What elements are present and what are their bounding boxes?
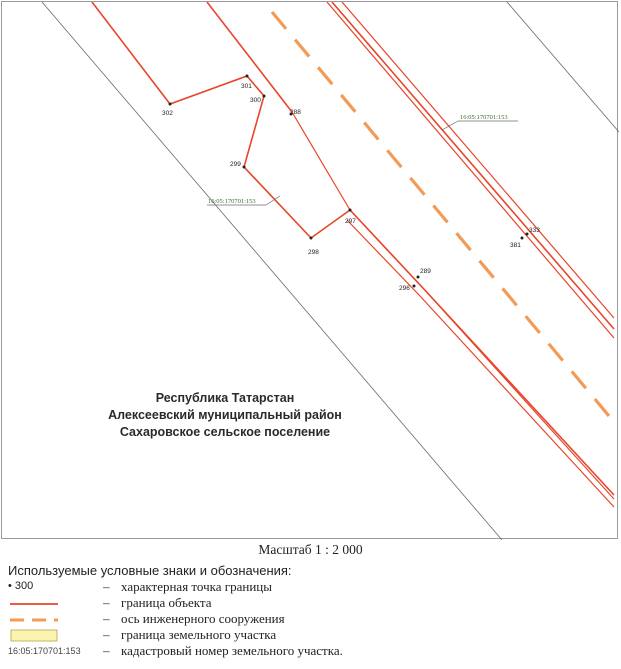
object-boundary-right-3 — [327, 2, 614, 338]
cadastral-label-lower: 16:05:170701:153 — [208, 198, 256, 205]
legend-symbol-cadastral: 16:05:170701:153 — [8, 646, 81, 656]
map-canvas — [2, 2, 619, 540]
legend-row-axis — [8, 611, 608, 627]
point-marker — [417, 276, 420, 279]
cadastral-label-upper: 16:05:170701:153 — [460, 114, 508, 121]
point-label-289: 289 — [420, 268, 431, 275]
legend-dash: – — [103, 627, 110, 642]
legend-text-object-boundary: граница объекта — [121, 595, 212, 610]
legend-title: Используемые условные знаки и обозначения: — [8, 563, 292, 578]
legend-text-point: характерная точка границы — [121, 579, 272, 594]
region-line-district: Алексеевский муниципальный район — [108, 408, 342, 422]
point-label-298: 298 — [308, 249, 319, 256]
point-marker — [246, 75, 249, 78]
point-marker — [310, 237, 313, 240]
legend-text-cadastral: кадастровый номер земельного участка. — [121, 643, 343, 658]
legend-row-cadastral — [8, 643, 608, 659]
legend-text-axis: ось инженерного сооружения — [121, 611, 285, 626]
legend-text-parcel: граница земельного участка — [121, 627, 277, 642]
legend-symbol-point: • 300 — [8, 580, 34, 592]
scale-label: Масштаб 1 : 2 000 — [258, 542, 363, 557]
point-marker — [169, 103, 172, 106]
point-label-333: 333 — [529, 227, 540, 234]
legend-row-point — [8, 579, 608, 595]
point-marker — [263, 95, 266, 98]
point-marker — [521, 237, 524, 240]
legend-symbol-object-boundary — [8, 595, 68, 611]
point-marker — [413, 285, 416, 288]
map-frame — [1, 1, 618, 539]
region-line-republic: Республика Татарстан — [155, 391, 295, 405]
cad-leader-upper — [442, 121, 458, 130]
point-marker — [243, 166, 246, 169]
point-label-300: 300 — [250, 97, 261, 104]
legend-dash: – — [103, 595, 110, 610]
land-line-left — [42, 2, 502, 540]
region-line-settlement: Сахаровское сельское поселение — [119, 425, 331, 439]
region-caption — [90, 390, 360, 441]
legend-row-object-boundary — [8, 595, 608, 611]
point-label-301: 301 — [241, 83, 252, 90]
legend-symbol-axis — [8, 611, 68, 627]
point-label-299: 299 — [230, 161, 241, 168]
point-label-302: 302 — [162, 110, 173, 117]
object-boundary-left-top-2 — [292, 112, 350, 210]
point-label-288: 288 — [290, 109, 301, 116]
point-marker — [349, 209, 352, 212]
legend-dash: – — [103, 643, 110, 658]
land-line-right — [507, 2, 619, 132]
object-boundary-right-1 — [332, 2, 614, 329]
legend-dash: – — [103, 611, 110, 626]
point-label-296: 296 — [399, 285, 410, 292]
legend-row-parcel — [8, 627, 608, 643]
legend-dash: – — [103, 579, 110, 594]
point-label-381: 381 — [510, 242, 521, 249]
engineering-axis — [272, 12, 614, 422]
object-boundary-right-2 — [342, 2, 614, 318]
point-label-297: 297 — [345, 218, 356, 225]
legend-symbol-parcel — [8, 627, 68, 643]
